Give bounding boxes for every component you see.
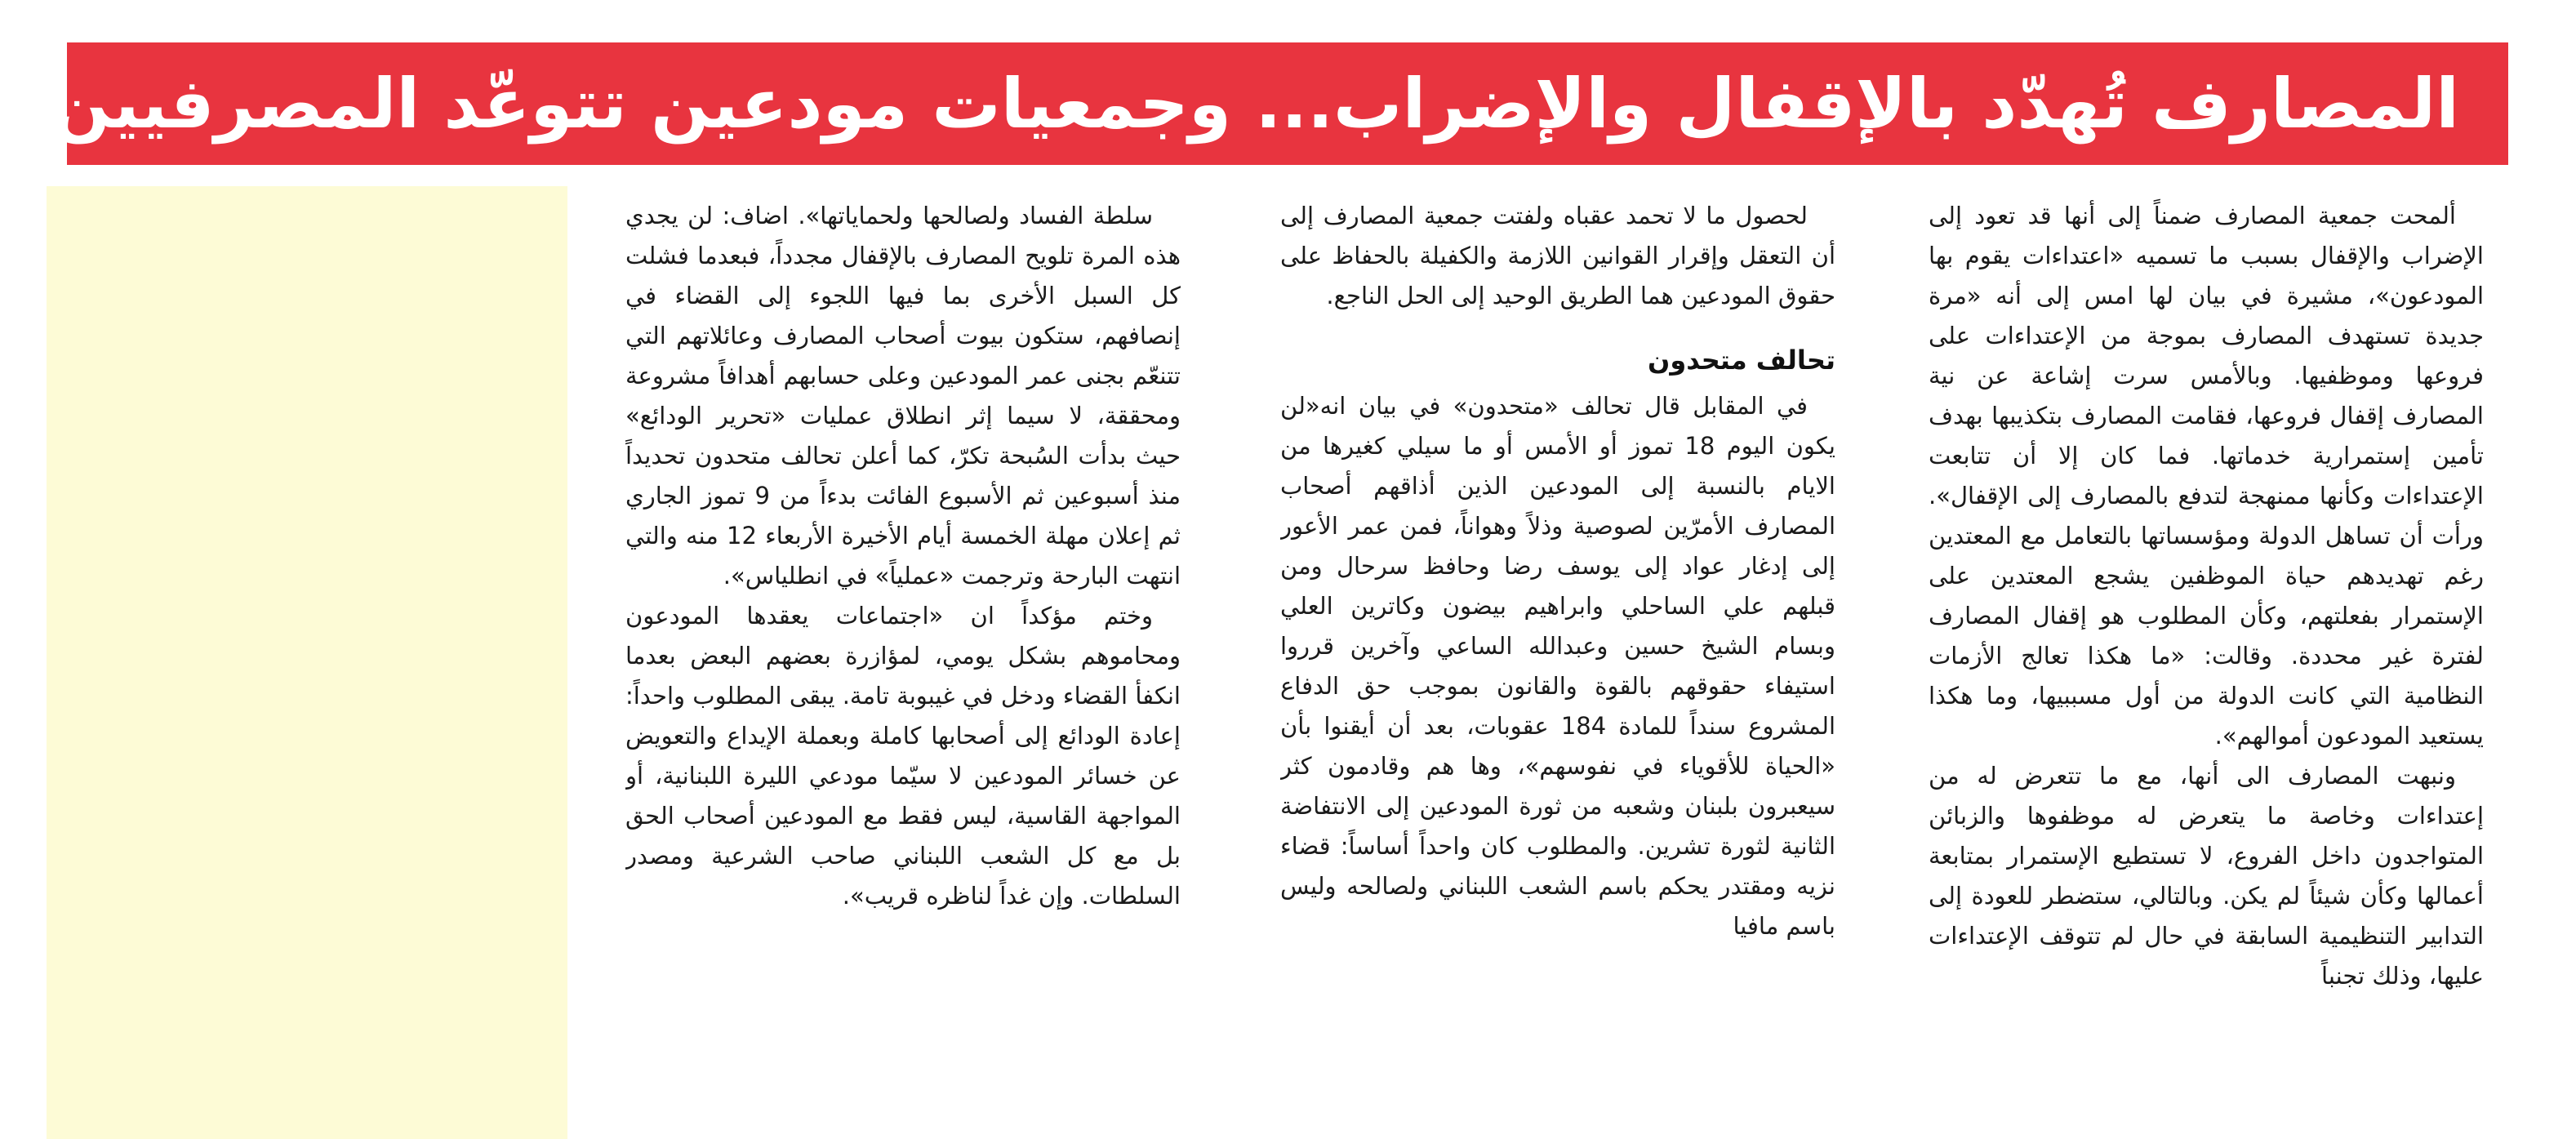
article-column-2 [1280,196,1835,1110]
headline-banner [51,42,2508,165]
column-2-paragraph-2: في المقابل قال تحالف «متحدون» في بيان انه«لن يكون اليوم 18 تموز أو الأمس أو ما سيلي كغيرها من الايام بالنسبة إلى المودعين الذين أذاقهم أصحاب المصارف الأمرّين لصوصية وذلاً وهواناً، فمن عمر الأعور إلى إدغار عواد إلى يوسف رضا وحافظ سرحال ومن قبلهم علي الساحلي وابراهيم بيضون وكاترين العلي وبسام الشيخ حسين وعبدالله الساعي وآخرين قرروا استيفاء حقوقهم بالقوة والقانون بموجب حق الدفاع المشروع سنداً للمادة 184 عقوبات، بعد أن أيقنوا بأن «الحياة للأقوياء في نفوسهم»، وها هم وقادمون كثر سيعبرون بلبنان وشعبه من ثورة المودعين إلى الانتفاضة الثانية لثورة تشرين. والمطلوب كان واحداً أساساً: قضاء نزيه ومقتدر يحكم باسم الشعب اللبناني ولصالحه وليس باسم مافيا [1280,392,1835,940]
article-column-3 [625,196,1181,1110]
column-3-paragraph-2: وختم مؤكداً ان «اجتماعات يعقدها المودعون ومحاموهم بشكل يومي، لمؤازرة بعضهم البعض بعدما انكفأ القضاء ودخل في غيبوبة تامة. يبقى المطلوب واحداً: إعادة الودائع إلى أصحابها كاملة وبعملة الإيداع والتعويض عن خسائر المودعين لا سيّما مودعي الليرة اللبنانية، أو المواجهة القاسية، ليس فقط مع المودعين أصحاب الحق بل مع كل الشعب اللبناني صاحب الشرعية ومصدر السلطات. وإن غداً لناظره قريب». [625,602,1181,910]
section-subheading: تحالف متحدون [1648,345,1835,376]
column-3-paragraph-1: سلطة الفساد ولصالحها ولحماياتها». اضاف: لن يجدي هذه المرة تلويح المصارف بالإقفال مجدداً، فبعدما فشلت كل السبل الأخرى بما فيها اللجوء إلى القضاء في إنصافهم، ستكون بيوت أصحاب المصارف وعائلاتهم التي تتنعّم بجنى عمر المودعين وعلى حسابهم أهدافاً مشروعة ومحققة، لا سيما إثر انطلاق عمليات «تحرير الودائع» حيث بدأت السُبحة تكرّ، كما أعلن تحالف متحدون تحديداً منذ أسبوعين ثم الأسبوع الفائت بدءاً من 9 تموز الجاري ثم إعلان مهلة الخمسة أيام الأخيرة الأربعاء 12 منه والتي انتهت البارحة وترجمت «عملياً» في انطلياس». [625,202,1181,590]
advertisement-placeholder [47,186,567,1139]
article-headline: المصارف تُهدّد بالإقفال والإضراب... وجمعيات مودعين تتوعّد المصرفيين [51,64,2459,144]
article-column-1 [1929,196,2484,1110]
column-2-paragraph-1: لحصول ما لا تحمد عقباه ولفتت جمعية المصارف إلى أن التعقل وإقرار القوانين اللازمة والكفيلة بالحفاظ على حقوق المودعين هما الطريق الوحيد إلى الحل الناجع. [1280,202,1835,309]
column-1-paragraph-2: ونبهت المصارف الى أنها، مع ما تتعرض له من إعتداءات وخاصة ما يتعرض له موظفوها والزبائن المتواجدون داخل الفروع، لا تستطيع الإستمرار بمتابعة أعمالها وكأن شيئاً لم يكن. وبالتالي، ستضطر للعودة إلى التدابير التنظيمية السابقة في حال لم تتوقف الإعتداءات عليها، وذلك تجنباً [1929,762,2484,990]
column-1-paragraph-1: ألمحت جمعية المصارف ضمناً إلى أنها قد تعود إلى الإضراب والإقفال بسبب ما تسميه «اعتداءات يقوم بها المودعون»، مشيرة في بيان لها امس إلى أنه «مرة جديدة تستهدف المصارف بموجة من الإعتداءات على فروعها وموظفيها. وبالأمس سرت إشاعة عن نية المصارف إقفال فروعها، فقامت المصارف بتكذيبها بهدف تأمين إستمرارية خدماتها. فما كان إلا أن تتابعت الإعتداءات وكأنها ممنهجة لتدفع بالمصارف إلى الإقفال». ورأت أن تساهل الدولة ومؤسساتها بالتعامل مع المعتدين رغم تهديدهم حياة الموظفين يشجع المعتدين على الإستمرار بفعلتهم، وكأن المطلوب هو إقفال المصارف لفترة غير محددة. وقالت: «ما هكذا تعالج الأزمات النظامية التي كانت الدولة من أول مسببيها، وما هكذا يستعيد المودعون أموالهم». [1929,202,2484,750]
